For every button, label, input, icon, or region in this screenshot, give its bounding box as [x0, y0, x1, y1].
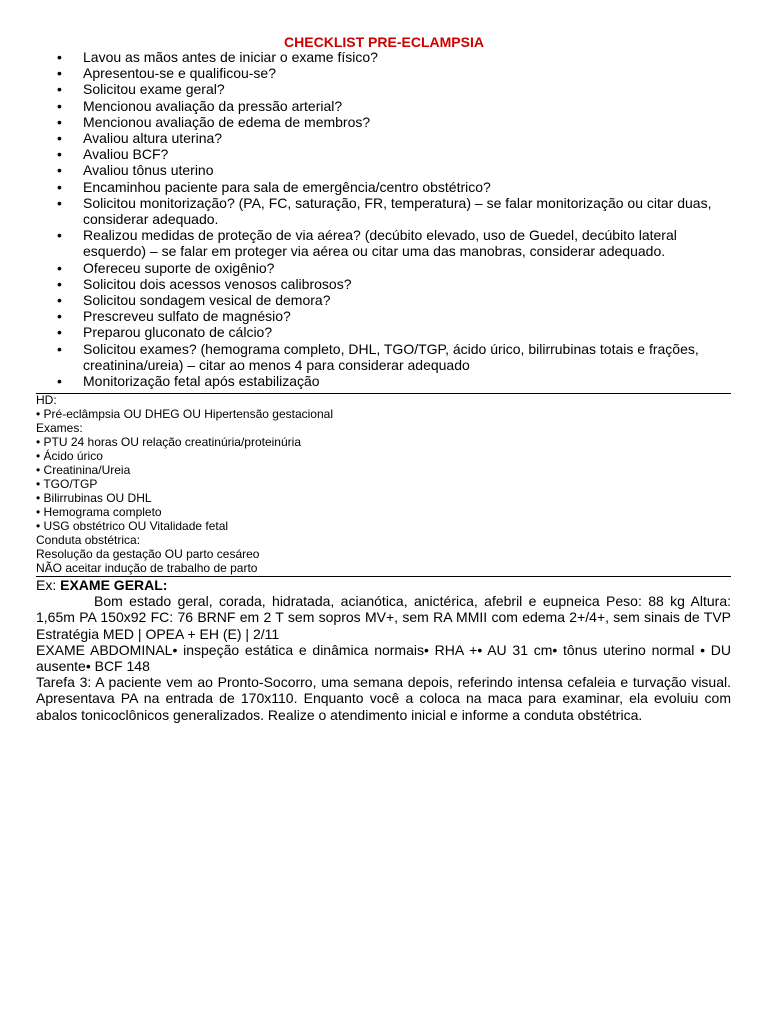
general-exam-label: EXAME GERAL: — [60, 577, 168, 593]
task-text: Tarefa 3: A paciente vem ao Pronto-Socorro, uma semana depois, referindo intensa cefaleia e turvação visual. Apresentava PA na entrada de 170x110. Enquanto você a coloca na maca para examinar, ela evoluiu com abalos tonicoclônicos generalizados. Realize o atendimento inicial e informe a conduta obstétrica. — [36, 674, 731, 723]
example-heading — [36, 577, 731, 593]
exams-label: Exames: — [36, 421, 83, 435]
page-title: CHECKLIST PRE-ECLAMPSIA — [284, 34, 484, 50]
checklist-item: • Encaminhou paciente para sala de emergência/centro obstétrico? — [57, 179, 737, 195]
abdominal-exam-text: EXAME ABDOMINAL• inspeção estática e dinâmica normais• RHA +• AU 31 cm• tônus uterino normal • DU ausente• BCF 148 — [36, 641, 731, 675]
hd-label: HD: — [36, 393, 57, 407]
checklist-item: • Avaliou BCF? — [57, 146, 737, 162]
exam-item: • Hemograma completo — [36, 505, 162, 519]
checklist-item: • Monitorização fetal após estabilização — [57, 373, 737, 389]
checklist-item: • Mencionou avaliação de edema de membros? — [57, 114, 737, 130]
checklist-item: • Solicitou exame geral? — [57, 81, 737, 97]
exam-item: • Bilirrubinas OU DHL — [36, 491, 152, 505]
checklist-item: • Solicitou monitorização? (PA, FC, saturação, FR, temperatura) – se falar monitorização ou citar duas, considerar adequado. — [57, 195, 737, 227]
checklist-item: • Avaliou tônus uterino — [57, 162, 737, 178]
exam-item: • Ácido úrico — [36, 449, 103, 463]
checklist-item: • Prescreveu sulfato de magnésio? — [57, 308, 737, 324]
hd-item: • Pré-eclâmpsia OU DHEG OU Hipertensão gestacional — [36, 407, 333, 421]
checklist-item: • Ofereceu suporte de oxigênio? — [57, 260, 737, 276]
checklist-item: • Avaliou altura uterina? — [57, 130, 737, 146]
checklist-item: • Solicitou dois acessos venosos calibrosos? — [57, 276, 737, 292]
checklist-item: • Solicitou sondagem vesical de demora? — [57, 292, 737, 308]
checklist-item: • Mencionou avaliação da pressão arterial? — [57, 98, 737, 114]
checklist-item: • Lavou as mãos antes de iniciar o exame físico? — [57, 49, 737, 65]
exam-item: • TGO/TGP — [36, 477, 98, 491]
exam-item: • Creatinina/Ureia — [36, 463, 131, 477]
checklist-item: • Preparou gluconato de cálcio? — [57, 324, 737, 340]
example-prefix: Ex: — [36, 577, 61, 593]
general-exam-text: Bom estado geral, corada, hidratada, acianótica, anictérica, afebril e eupneica Peso: 88 kg Altura: 1,65m PA 150x92 FC: 76 BRNF em 2 T sem sopros MV+, sem RA MMII com edema 2+/4+, sem sinais de TVP Estratégia MED | OPEA + EH (E) | 2/11 — [36, 593, 731, 642]
checklist-item: • Solicitou exames? (hemograma completo, DHL, TGO/TGP, ácido úrico, bilirrubinas totais e frações, creatinina/ureia) – citar ao menos 4 para considerar adequado — [57, 341, 737, 373]
exam-item: • PTU 24 horas OU relação creatinúria/proteinúria — [36, 435, 301, 449]
case-example — [36, 577, 731, 723]
conduct-item: Resolução da gestação OU parto cesáreo — [36, 547, 260, 561]
conduct-item: NÃO aceitar indução de trabalho de parto — [36, 561, 258, 575]
exam-item: • USG obstétrico OU Vitalidade fetal — [36, 519, 229, 533]
checklist-item: • Realizou medidas de proteção de via aérea? (decúbito elevado, uso de Guedel, decúbito lateral esquerdo) – se falar em proteger via aérea ou citar uma das manobras, considerar adequado. — [57, 227, 737, 259]
conduct-label: Conduta obstétrica: — [36, 533, 141, 547]
answer-key — [36, 393, 731, 575]
checklist-item: • Apresentou-se e qualificou-se? — [57, 65, 737, 81]
checklist — [57, 49, 737, 389]
